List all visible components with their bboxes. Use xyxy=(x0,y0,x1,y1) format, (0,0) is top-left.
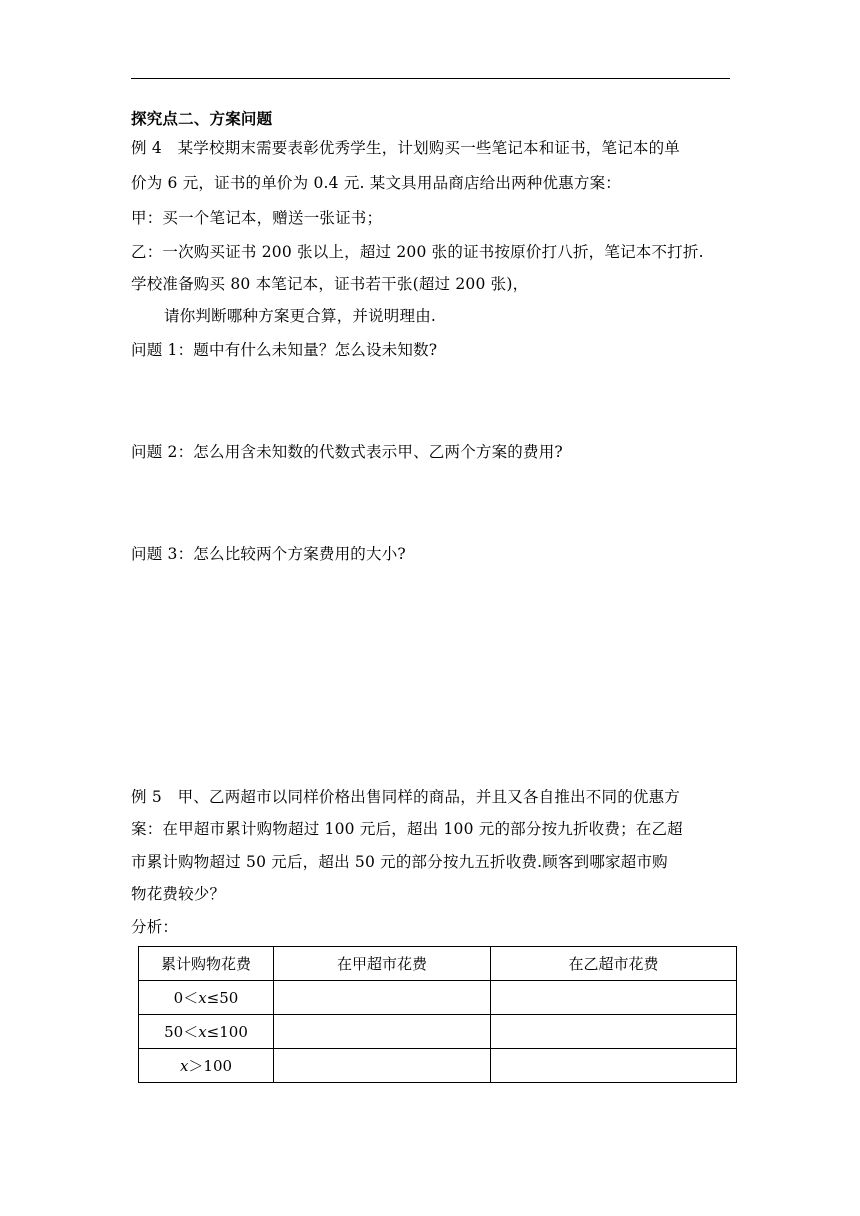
example4-line5: 学校准备购买 80 本笔记本，证书若干张(超过 200 张)， xyxy=(131,275,529,293)
range-cell: 50＜x≤100 xyxy=(139,1015,274,1049)
example4-line4: 乙：一次购买证书 200 张以上，超过 200 张的证书按原价打八折，笔记本不打折. xyxy=(131,243,704,261)
jia-cost-cell[interactable] xyxy=(274,1015,491,1049)
example5-line2: 案：在甲超市累计购物超过 100 元后，超出 100 元的部分按九折收费；在乙超 xyxy=(131,820,683,838)
analysis-table xyxy=(138,946,737,1083)
question-2: 问题 2：怎么用含未知数的代数式表示甲、乙两个方案的费用? xyxy=(131,443,563,461)
jia-cost-cell[interactable] xyxy=(274,981,491,1015)
table-row xyxy=(139,1015,737,1049)
yi-cost-cell[interactable] xyxy=(491,981,737,1015)
yi-cost-cell[interactable] xyxy=(491,1049,737,1083)
yi-cost-cell[interactable] xyxy=(491,1015,737,1049)
question-1: 问题 1：题中有什么未知量？怎么设未知数? xyxy=(131,341,438,359)
range-cell: 0＜x≤50 xyxy=(139,981,274,1015)
example4-line1: 例 4 某学校期末需要表彰优秀学生，计划购买一些笔记本和证书，笔记本的单 xyxy=(131,139,680,157)
header-cumulative-spend: 累计购物花费 xyxy=(139,947,274,981)
analysis-label: 分析： xyxy=(131,918,179,936)
header-supermarket-jia: 在甲超市花费 xyxy=(274,947,491,981)
range-cell: x＞100 xyxy=(139,1049,274,1083)
table-row xyxy=(139,981,737,1015)
table-header-row xyxy=(139,947,737,981)
example5-line3: 市累计购物超过 50 元后，超出 50 元的部分按九五折收费.顾客到哪家超市购 xyxy=(131,853,668,871)
table-row xyxy=(139,1049,737,1083)
jia-cost-cell[interactable] xyxy=(274,1049,491,1083)
header-rule xyxy=(131,78,730,79)
example4-line3: 甲：买一个笔记本，赠送一张证书； xyxy=(131,209,383,227)
header-supermarket-yi: 在乙超市花费 xyxy=(491,947,737,981)
example4-line2: 价为 6 元，证书的单价为 0.4 元. 某文具用品商店给出两种优惠方案： xyxy=(131,174,621,192)
section-title: 探究点二、方案问题 xyxy=(131,109,273,128)
question-3: 问题 3：怎么比较两个方案费用的大小? xyxy=(131,545,406,563)
example5-line4: 物花费较少？ xyxy=(131,885,226,903)
example5-line1: 例 5 甲、乙两超市以同样价格出售同样的商品，并且又各自推出不同的优惠方 xyxy=(131,788,680,806)
example4-line6: 请你判断哪种方案更合算，并说明理由. xyxy=(164,307,437,325)
